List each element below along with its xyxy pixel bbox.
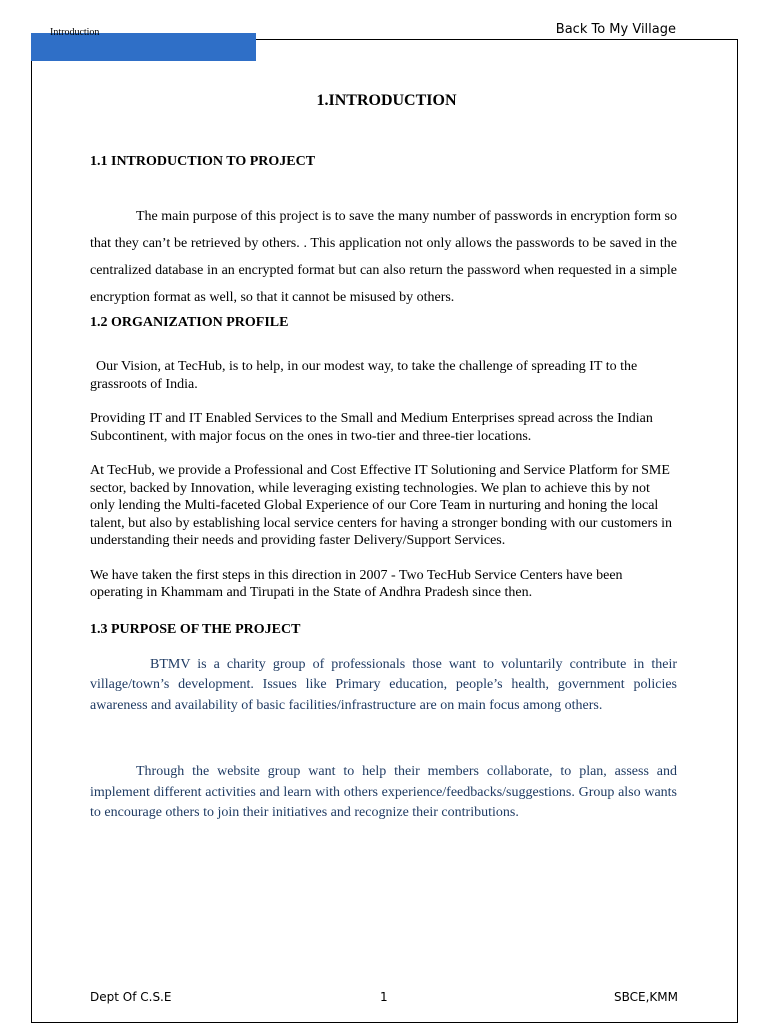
org-paragraph-3: At TecHub, we provide a Professional and Cost Effective IT Solutioning and Service Platform for SME sector, backed by Innovation, while leveraging existing technologies. We plan to achieve this by not only lending the Multi-faceted Global Experience of our Core Team in nurturing and honing the local talent, but also by establishing local service centers for having a stronger bonding with our customers in understanding their needs and providing faster Delivery/Support Services. [90, 463, 673, 548]
footer-department: Dept Of C.S.E [90, 990, 172, 1004]
purpose-paragraph-1 [90, 655, 677, 717]
header-document-title: Back To My Village [555, 22, 676, 37]
purpose-paragraph-2 [90, 762, 677, 824]
footer-college: SBCE,KMM [614, 990, 678, 1004]
org-paragraph-2: Providing IT and IT Enabled Services to the Small and Medium Enterprises spread across the Indian Subcontinent, with major focus on the ones in two-tier and three-tier locations. [90, 411, 653, 444]
footer-page-number: 1 [380, 990, 388, 1004]
page-content [90, 92, 677, 824]
org-paragraph-1 [90, 358, 677, 393]
section-heading-intro: 1.1 INTRODUCTION TO PROJECT [90, 154, 316, 169]
intro-paragraph [90, 203, 677, 311]
section-heading-organization: 1.2 ORGANIZATION PROFILE [90, 315, 289, 330]
section-heading-purpose: 1.3 PURPOSE OF THE PROJECT [90, 621, 301, 637]
purpose-paragraph-2-text: Through the website group want to help their members collaborate, to plan, assess and implement different activities and learn with others experience/feedbacks/suggestions. Group also wants to encourage others to join their initiatives and recognize their contributions. [90, 764, 677, 820]
purpose-paragraph-1-text: BTMV is a charity group of professionals those want to voluntarily contribute in their village/town’s development. Issues like Primary education, people’s health, government policies awareness and availability of basic facilities/infrastructure are on main focus among others. [90, 656, 677, 713]
header-section-label: Introduction [50, 27, 100, 38]
intro-paragraph-text: The main purpose of this project is to save the many number of passwords in encryption form so that they can’t be retrieved by others. . This application not only allows the passwords to be saved in the centralized database in an encrypted format but can also return the password when requested in a simple encryption format as well, so that it cannot be misused by others. [90, 209, 677, 305]
chapter-title: 1.INTRODUCTION [316, 92, 457, 109]
org-paragraph-1-text: Our Vision, at TecHub, is to help, in our modest way, to take the challenge of spreading IT to the grassroots of India. [90, 359, 638, 392]
org-paragraph-4: We have taken the first steps in this direction in 2007 - Two TecHub Service Centers have been operating in Khammam and Tirupati in the State of Andhra Pradesh since then. [90, 567, 623, 600]
